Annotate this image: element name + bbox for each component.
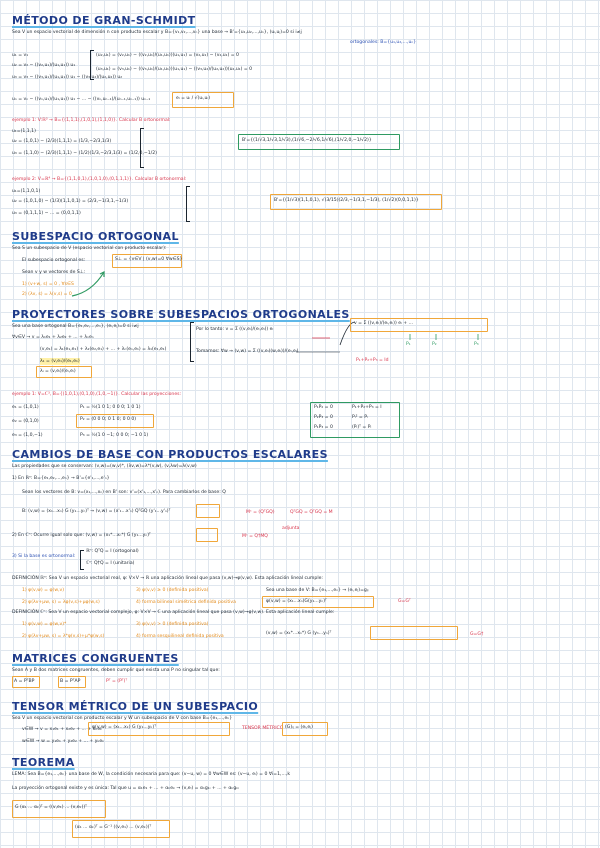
tensor-l3: w∈W → w = y₁e₁ + y₂e₂ + ... + yₖeₖ: [22, 739, 105, 744]
gram-ej2b: u₂ = (1,0,1,0) − (1/3)(1,1,0,1) = (2/3,−1/3,1,−1/3): [12, 199, 129, 204]
gram-ej1a: u₁=(1,1,1): [12, 129, 36, 134]
cambios-d1f: φ(v,w) = (x₁...xₙ)G(y₁...yₙ)ᵀ: [266, 599, 327, 604]
proj-l5: λᵢ = (v,eᵢ)/(eᵢ,eᵢ): [40, 369, 76, 374]
cambios-m2: QᵀGQ = QᵀGQ = M: [290, 510, 333, 515]
heading-subespacio-ortogonal: SUBESPACIO ORTOGONAL: [12, 230, 179, 243]
cambios-l1: Las propiedades que se conservan: (v,w)=(w,v)*, (λv,w)=λ*(v,w), (v,λw)=λ(v,w): [12, 464, 197, 469]
cambios-d2c: 3) φ(v,v) > 0 (definida positiva): [136, 622, 209, 627]
gram-ej2: ejemplo 2: V=ℝ⁴ → B={(1,1,0,1),(1,0,1,0),(0,1,1,1)}. Calcular B ortonormal:: [12, 177, 187, 182]
teorema-b1: G (α₁ ... αₖ)ᵀ = ((v,e₁) ... (v,eₖ))ᵀ: [15, 805, 87, 810]
gram-intro: Sea V un espacio vectorial de dimensión n con producto escalar y B={v₁,v₂,...,vₙ} una base → B'={u₁,u₂,...,uₙ}, (uᵢ,uⱼ)=0 si i≠j: [12, 30, 302, 35]
cambios-m3: Mᶜ = Q†MQ: [242, 534, 268, 539]
proj-rowB: e₂ = (0,1,0): [12, 419, 39, 424]
proj-tag-2: P₂: [432, 342, 437, 347]
gram-l3: u₃ = v₃ − ((v₃,u₁)/(u₁,u₁)) u₁ − ((v₃,u₂)/(u₂,u₂)) u₂: [12, 75, 123, 80]
proj-l1: Sea una base ortogonal B={e₁,e₂,...,eₙ}, (eᵢ,eⱼ)=0 si i≠j: [12, 324, 139, 329]
proj-res-0: P₁P₂ = 0: [314, 405, 333, 410]
heading-cambios-base: CAMBIOS DE BASE CON PRODUCTOS ESCALARES: [12, 448, 328, 461]
cambios-b2: ℂⁿ: Q†Q = I (unitaria): [86, 561, 135, 566]
proj-res-1: P₁+P₂+P₃ = I: [352, 405, 382, 410]
heading-tensor-metrico: TENSOR MÉTRICO DE UN SUBESPACIO: [12, 700, 259, 713]
ortho-i2: 2) (λv, s) = λ(v,s) = 0: [22, 292, 72, 297]
gram-ej1b: u₂ = (1,0,1) − (2/3)(1,1,1) = (1/3,−2/3,1/3): [12, 139, 112, 144]
ortho-i1: 1) (v+w, s) = 0 , ∀s∈S: [22, 282, 74, 287]
heading-teorema: TEOREMA: [12, 756, 75, 769]
teorema-l1: LEMA: Sea B={e₁,...,eₖ} una base de W, la condición necesaria para que: (v−u, w) = 0 ∀w∈W es: (v−u, eᵢ) = 0 ∀i=1,...,k: [12, 772, 290, 777]
cambios-d1a: 1) φ(v,w) = φ(w,v): [22, 588, 65, 593]
gram-l1: u₁ = v₁: [12, 53, 29, 58]
proj-res-2: P₂P₃ = 0: [314, 415, 333, 420]
congr-b1: A = PᵀBP: [14, 679, 35, 684]
teorema-b2: (α₁ ... αₖ)ᵀ = G⁻¹ ((v,e₁) ... (v,eₖ))ᵀ: [75, 825, 152, 830]
proj-tag-1: P₁: [406, 342, 411, 347]
gram-check2: (u₃,u₁) = (v₃,u₁) − ((v₃,u₁)/(u₁,u₁))(u₁,u₁) − ((v₃,u₂)/(u₂,u₂))(u₂,u₁) = 0: [96, 67, 253, 72]
proj-r2: Tomamos: ∀w → (v,w) = Σ ((v,eᵢ)(w,eᵢ))/(eᵢ,eᵢ): [196, 349, 299, 354]
cambios-d2: DEFINICIÓN ℂⁿ: Sea V un espacio vectorial complejo, φ: V×V → ℂ una aplicación lineal que pasa (v,w)→φ(v,w). Esta aplicación lineal cumple:: [12, 610, 335, 615]
proj-res-4: P₁P₃ = 0: [314, 425, 333, 430]
cambios-d2b: 2) φ(λv+μw, s) = λ*φ(v,s)+μ*φ(w,s): [22, 634, 105, 639]
proj-r1: Por lo tanto: v = Σ ((v,eᵢ)/(eᵢ,eᵢ)) eᵢ: [196, 327, 274, 332]
q-box: [196, 504, 220, 518]
proj-p3: P₃ = ½(1 0 −1; 0 0 0; −1 0 1): [80, 433, 149, 438]
brace: [190, 322, 194, 362]
brace: [80, 550, 84, 570]
proj-note: P₁+P₂+P₃ = Id: [356, 358, 389, 363]
brace: [186, 186, 190, 222]
g-box: [196, 528, 218, 542]
proj-res-3: Pᵢ² = Pᵢ: [352, 415, 368, 420]
proj-rowA: e₁ = (1,0,1): [12, 405, 39, 410]
heading-matrices-congruentes: MATRICES CONGRUENTES: [12, 652, 179, 665]
ortho-l2: El subespacio ortogonal es:: [22, 258, 86, 263]
gram-l2: u₂ = v₂ − ((v₂,u₁)/(u₁,u₁)) u₁: [12, 63, 76, 68]
gram-ortogonales: ortogonales: B={u₁,u₂,...,uₙ}: [350, 40, 417, 45]
cambios-gg: G=Gᵀ: [398, 599, 411, 604]
ortho-def: S⊥ = {v∈V | (v,w)=0 ∀w∈S}: [115, 257, 183, 262]
ortho-l3: Sean v y w vectores de S⊥:: [22, 270, 86, 275]
cambios-gh: G=G†: [470, 632, 484, 637]
cambios-d2d: 4) forma sesquilineal definida positiva: [136, 634, 224, 639]
cambios-d1e: Sea una base de V: B={e₁,...,eₙ} → (eᵢ,eⱼ)=gᵢⱼ: [266, 588, 369, 593]
gram-ej1c: u₃ = (1,1,0) − (2/3)(1,1,1) − (1/2)(1/3,−2/3,1/3) = (1/2,0,−1/2): [12, 151, 157, 156]
proj-l4: λ₁ = (v,e₁)/(e₁,e₁): [40, 359, 80, 364]
proj-p2: P₂ = (0 0 0; 0 1 0; 0 0 0): [80, 417, 137, 422]
cambios-l6: 3) Si la base es ortonormal:: [12, 554, 76, 559]
brace: [90, 50, 94, 80]
teorema-l2: La proyección ortogonal existe y es única: Tal que u = α₁e₁ + ... + αₖeₖ → (v,eᵢ) = α₁g₁ᵢ + ... + αₖgₖᵢ: [12, 786, 240, 791]
cambios-l2: 1) En ℝⁿ: B={e₁,e₂,...,eₙ} → B'={e'₁,...,e'ₙ}: [12, 476, 110, 481]
heading-gram-schmidt: MÉTODO DE GRAN-SCHMIDT: [12, 14, 196, 27]
cambios-adj: adjunta: [282, 526, 300, 531]
phi-c-box: [370, 626, 458, 640]
proj-tag-3: P₃: [474, 342, 479, 347]
ortho-l1: Sea S un subespacio de V (espacio vectorial con producto escalar):: [12, 246, 167, 251]
congr-b3: Pᵀ = (Pᵀ)ᵀ: [106, 679, 128, 684]
cambios-d2a: 1) φ(v,w) = φ(w,v)*: [22, 622, 67, 627]
gram-ej2a: u₁=(1,1,0,1): [12, 189, 41, 194]
gram-norm: eᵢ = uᵢ / √(uᵢ,uᵢ): [176, 96, 211, 101]
brace: [140, 128, 144, 168]
cambios-d1b: 2) φ(λv+μw, s) = λφ(v,s)+μφ(w,s): [22, 600, 100, 605]
tensor-g: (G)ᵢⱼ = (eᵢ,eⱼ): [285, 725, 313, 730]
proj-sum: v = Σ ((v,eᵢ)/(eᵢ,eᵢ)) eᵢ + ...: [354, 321, 413, 326]
gram-ej2c: u₃ = (0,1,1,1) − ... = (0,0,1,1): [12, 211, 81, 216]
cambios-d1d: 4) forma bilineal simétrica definida positiva: [136, 600, 236, 605]
cambios-l5: 2) En ℂⁿ: Ocurre igual solo que: (v,w) = (x₁*...xₙ*) G (y₁...yₙ)ᵀ: [12, 533, 151, 538]
gram-l4: uₙ = vₙ − ((vₙ,u₁)/(u₁,u₁)) u₁ − ... − ((vₙ,uₙ₋₁)/(uₙ₋₁,uₙ₋₁)) uₙ₋₁: [12, 97, 151, 102]
cambios-d1: DEFINICIÓN ℝⁿ: Sea V un espacio vectorial real, φ: V×V → ℝ una aplicación lineal que pasa (v,w)→φ(v,w). Esta aplicación lineal cumple:: [12, 576, 323, 581]
proj-rowC: e₃ = (1,0,−1): [12, 433, 43, 438]
congr-b2: B = PᵀAP: [60, 679, 81, 684]
proj-p1: P₁ = ½(1 0 1; 0 0 0; 1 0 1): [80, 405, 141, 410]
cambios-d2e: (v,w) = (x₁*...xₙ*) G (y₁...yₙ)ᵀ: [266, 631, 332, 636]
cambios-l3: Sean los vectores de B: v=(x₁,...,xₙ) en B' son: v'=(x'₁,...,x'ₙ). Para cambiarlos de base: Q: [22, 490, 226, 495]
tensor-l2: v∈W → v = x₁e₁ + x₂e₂ + ... + xₖeₖ: [22, 727, 103, 732]
tensor-formula: φ(v,w) = (x₁...xₖ) G (y₁...yₖ)ᵀ: [92, 725, 156, 730]
tensor-label: TENSOR MÉTRICO: [242, 726, 284, 731]
gram-ej1: ejemplo 1: V:ℝ³ → B={(1,1,1),(1,0,1),(1,1,0)}. Calcular B ortonormal:: [12, 118, 171, 123]
proj-l2: ∀v∈V → v = λ₁e₁ + λ₂e₂ + ... + λₙeₙ: [12, 335, 94, 340]
gram-ej1-result: B'={(1/√3,1/√3,1/√3),(1/√6,−2/√6,1/√6),(1/√2,0,−1/√2)}: [242, 138, 372, 143]
tensor-l1: Sea V un espacio vectorial con producto escalar y W un subespacio de V con base B={e₁,...,eₖ}: [12, 716, 233, 721]
proj-l3: (v,e₁) = λ₁(e₁,e₁) + λ₂(e₂,e₁) + ... + λₙ(eₙ,e₁) = λ₁(e₁,e₁): [40, 347, 167, 352]
gram-ej2-result: B'={(1/√3)(1,1,0,1), √(3/15)(2/3,−1/3,1,−1/3), (1/√2)(0,0,1,1)}: [274, 198, 419, 203]
gram-check1: (u₂,u₁) = (v₂,u₁) − ((v₂,u₁)/(u₁,u₁))(u₁,u₁) = (v₂,u₁) − (v₂,u₁) = 0: [96, 53, 239, 58]
cambios-b1: ℝⁿ: QᵀQ = I (ortogonal): [86, 549, 139, 554]
cambios-d1c: 3) φ(v,v) ≥ 0 (definida positiva): [136, 588, 209, 593]
cambios-m1: Mᶜ = (QᵀGQ): [246, 510, 275, 515]
congr-l1: Sean A y B dos matrices congruentes, deben cumplir que exista una P no singular tal que:: [12, 668, 220, 673]
proj-res-5: (Pᵢ)ᵀ = Pᵢ: [352, 425, 372, 430]
heading-proyectores: PROYECTORES SOBRE SUBESPACIOS ORTOGONALES: [12, 308, 350, 321]
proj-ej: ejemplo 1: V=ℂ³, B={(1,0,1),(0,1,0),(1,0,−1)}. Calcular las proyecciones:: [12, 392, 182, 397]
cambios-l4: B: (v,w) = (x₁...xₙ) G (y₁...yₙ)ᵀ → (v,w) = (x'₁...x'ₙ) QᵀGQ (y'₁...y'ₙ)ᵀ: [22, 509, 171, 514]
